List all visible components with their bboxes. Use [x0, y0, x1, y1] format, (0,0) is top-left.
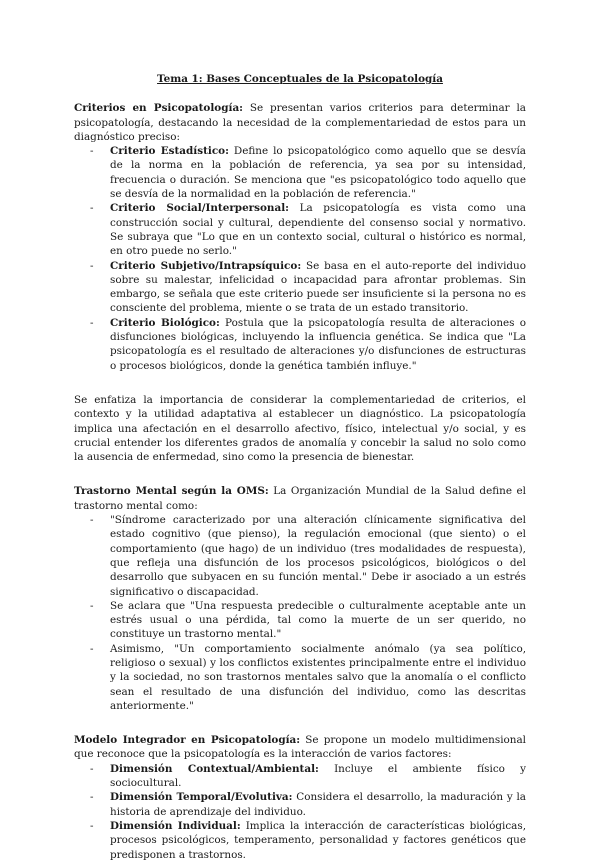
item-text: Incluye el ambiente físico y sociocultural.: [110, 762, 526, 790]
section-oms: [74, 484, 526, 713]
list-item: [110, 762, 526, 791]
oms-intro: [74, 484, 526, 513]
list-item: - Asimismo, "Un comportamiento socialmente anómalo (ya sea político, religioso o sexual) y los conflictos existentes principalmente entre el individuo y la sociedad, no son trastornos mentales salvo que la anomalía o el conflicto sean el resultado de una disfunción del individuo, como las descritas anteriormente.": [110, 642, 526, 713]
item-text: Implica la interacción de características biológicas, procesos psicológicos, temperamento, personalidad y factores genéticos que predisponen a trastornos.: [110, 819, 526, 861]
criterios-intro-text: Se presentan varios criterios para determinar la psicopatología, destacando la necesidad de la complementariedad de estos para un diagnóstico preciso:: [74, 102, 526, 143]
page-title: Tema 1: Bases Conceptuales de la Psicopatología: [157, 73, 443, 85]
oms-intro-text: La Organización Mundial de la Salud define el trastorno mental como:: [74, 485, 526, 512]
list-item: [110, 144, 526, 201]
item-text: Postula que la psicopatología resulta de alteraciones o disfunciones biológicas, incluyendo la influencia genética. Se indica que "La psicopatología es el resultado de alteraciones y/o disfunciones de estructuras o procesos biológicos, donde la genética también influye.": [110, 316, 526, 372]
list-item: [110, 819, 526, 862]
modelo-heading: Modelo Integrador en Psicopatología:: [74, 734, 301, 747]
modelo-intro: [74, 733, 526, 762]
item-label: Dimensión Contextual/Ambiental:: [110, 762, 319, 775]
item-label: Criterio Social/Interpersonal:: [110, 202, 290, 215]
criterios-intro: [74, 101, 526, 144]
item-text: Define lo psicopatológico como aquello que se desvía de la norma en la población de referencia, ya sea por su intensidad, frecuencia o duración. Se menciona que "es psicopatológico todo aquello que se desvía de la normalidad en la población de referencia.": [110, 145, 526, 201]
item-label: Dimensión Individual:: [110, 819, 241, 832]
item-text: Se basa en el auto-reporte del individuo sobre su malestar, infelicidad o incapacidad para afrontar problemas. Sin embargo, se señala que este criterio puede ser insuficiente si la persona no es consciente del problema, miente o se trata de un estado transitorio.: [110, 259, 526, 315]
list-item: [110, 201, 526, 258]
oms-list: [74, 513, 526, 713]
section-criterios: [74, 101, 526, 373]
modelo-intro-text: Se propone un modelo multidimensional que reconoce que la psicopatología es la interacción de varios factores:: [74, 734, 526, 761]
item-label: Criterio Estadístico:: [110, 145, 229, 158]
criterios-list: [74, 144, 526, 373]
section-complementariedad: [74, 393, 526, 464]
criterios-heading: Criterios en Psicopatología:: [74, 102, 244, 115]
item-label: Criterio Subjetivo/Intrapsíquico:: [110, 259, 302, 272]
list-item: - Se aclara que "Una respuesta predecible o culturalmente aceptable ante un estrés usual o una pérdida, tal como la muerte de un ser querido, no constituye un trastorno mental.": [110, 599, 526, 642]
item-text: Considera el desarrollo, la maduración y la historia de aprendizaje del individuo.: [110, 791, 526, 818]
list-item: [110, 259, 526, 316]
modelo-list: [74, 762, 526, 862]
list-item: [110, 316, 526, 373]
list-item: [110, 790, 526, 819]
complementariedad-paragraph: Se enfatiza la importancia de considerar la complementariedad de criterios, el contexto y la utilidad adaptativa al establecer un diagnóstico. La psicopatología implica una afectación en el desarrollo afectivo, físico, intelectual y/o social, y es crucial entender los diferentes grados de anomalía y concebir la salud no solo como la ausencia de enfermedad, sino como la presencia de bienestar.: [74, 393, 526, 464]
list-item: - "Síndrome caracterizado por una alteración clínicamente significativa del estado cognitivo (que pienso), la regulación emocional (que siento) o el comportamiento (que hago) de un individuo (tres modalidades de respuesta), que refleja una disfunción de los procesos psicológicos, biológicos o del desarrollo que subyacen en su función mental." Debe ir asociado a un estrés significativo o discapacidad.: [110, 513, 526, 599]
item-label: Criterio Biológico:: [110, 316, 220, 329]
item-label: Dimensión Temporal/Evolutiva:: [110, 791, 293, 804]
item-text: La psicopatología es vista como una construcción social y cultural, dependiente del consenso social y normativo. Se subraya que "Lo que en un contexto social, cultural o histórico es normal, en otro puede no serlo.": [110, 202, 526, 258]
oms-heading: Trastorno Mental según la OMS:: [74, 485, 269, 498]
section-modelo: [74, 733, 526, 862]
